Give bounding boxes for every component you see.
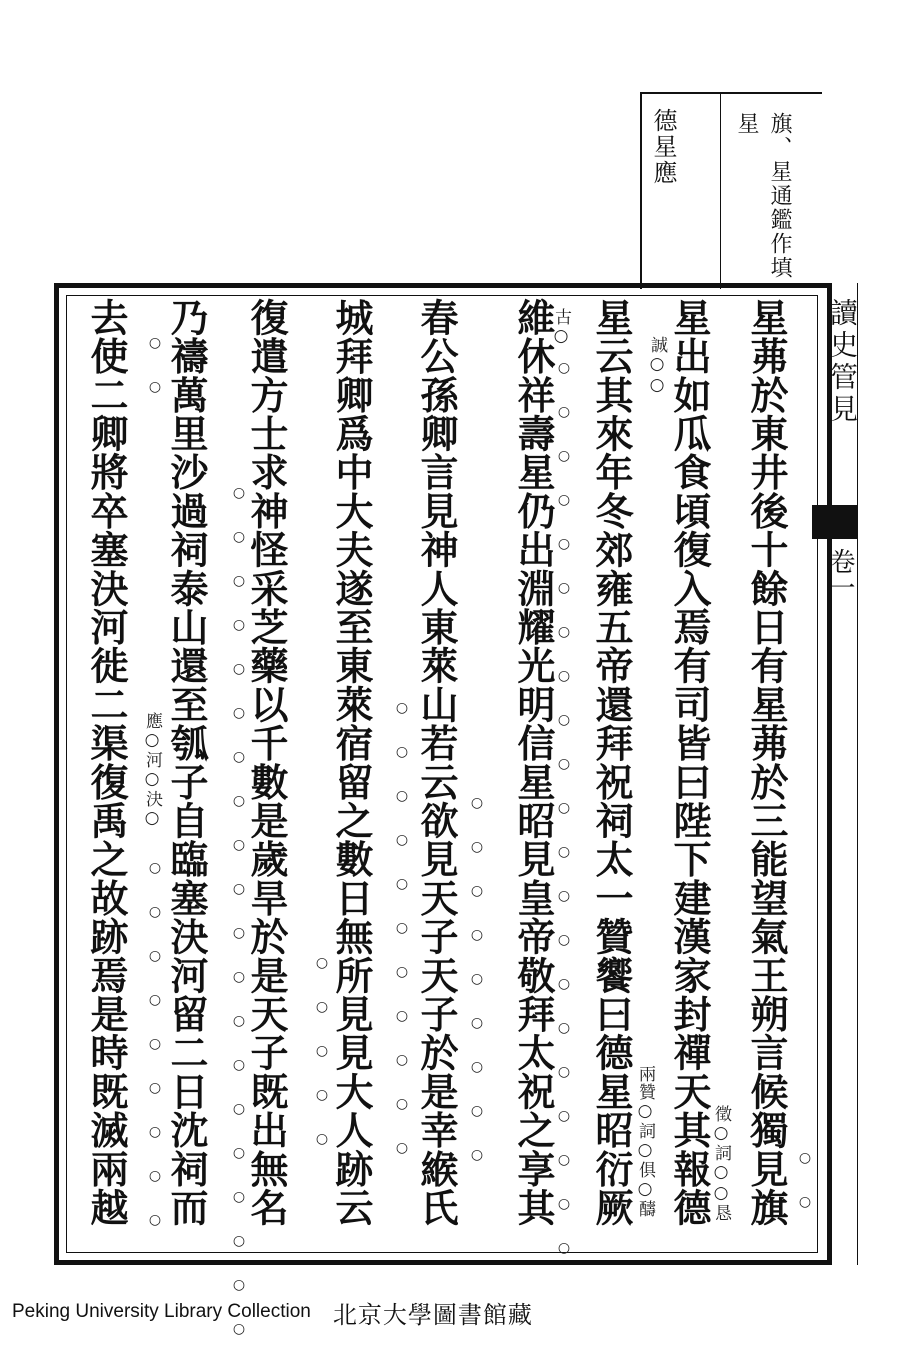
footer-caption xyxy=(12,1298,533,1329)
gloss-col2-top: 誠○○ xyxy=(647,336,667,396)
reading-marks: ○○ xyxy=(797,1150,813,1238)
collection-label-en: Peking University Library Collection xyxy=(12,1301,311,1322)
gloss-col8: 應○河○決○ xyxy=(142,712,162,829)
text-column-6: 城拜卿爲中大夫遂至東萊宿留之數日無所見見大人跡云 xyxy=(329,298,374,1227)
reading-marks: ○○○○○○○○○ xyxy=(147,860,163,1256)
gloss-col3-top: 古○ xyxy=(551,308,571,347)
reading-marks: ○○○○○○○○○ xyxy=(469,795,485,1191)
slip-note-col1: 旗、星通鑑作填 xyxy=(767,112,792,280)
text-column-4: 維休祥壽星仍出淵耀光明信星昭見皇帝敬拜太祝之享其 xyxy=(511,298,556,1227)
text-column-3: 星云其來年冬郊雍五帝還拜祝祠太一贊饗曰德星昭衍厥 xyxy=(589,298,634,1227)
reading-marks: ○○○○○○○○○○○○○○○○○○○○○ xyxy=(556,360,572,1284)
slip-divider xyxy=(720,94,721,289)
volume-number: 卷一 xyxy=(825,548,855,600)
slip-note-col1b: 星 xyxy=(734,112,759,136)
gloss-col1: 徵○詞○○恳 xyxy=(711,1105,731,1222)
book-title: 讀史管見 xyxy=(826,298,859,426)
gloss-col2: 兩贊○詞○俱○醻 xyxy=(635,1065,655,1218)
text-column-5: 春公孫卿言見神人東萊山若云欲見天子天子於是幸緱氏 xyxy=(414,298,459,1227)
reading-marks: ○○○○○ xyxy=(314,955,330,1175)
text-column-1: 星茀於東井後十餘日有星茀於三能望氣王朔言候獨見旗 xyxy=(744,298,789,1227)
fishtail-band xyxy=(812,505,858,539)
margin-strip xyxy=(818,283,858,1265)
text-column-9: 去使二卿將卒塞決河徙二渠復禹之故跡焉是時既滅兩越 xyxy=(84,298,129,1227)
collection-label-zh: 北京大學圖書館藏 xyxy=(332,1300,533,1329)
slip-note-col2: 德星應 xyxy=(649,108,677,186)
reading-marks: ○○ xyxy=(147,335,163,423)
text-column-8: 乃禱萬里沙過祠泰山還至瓠子自臨塞決河留二日沈祠而 xyxy=(164,298,209,1227)
text-column-7: 復遣方士求神怪采芝藥以千數是歲旱於是天子既出無名 xyxy=(244,298,289,1227)
text-column-2: 星出如瓜食頃復入焉有司皆曰陛下建漢家封禪天其報德 xyxy=(667,298,712,1227)
reading-marks: ○○○○○○○○○○○○○○○○○○○○ xyxy=(231,485,247,1365)
reading-marks: ○○○○○○○○○○○ xyxy=(394,700,410,1184)
